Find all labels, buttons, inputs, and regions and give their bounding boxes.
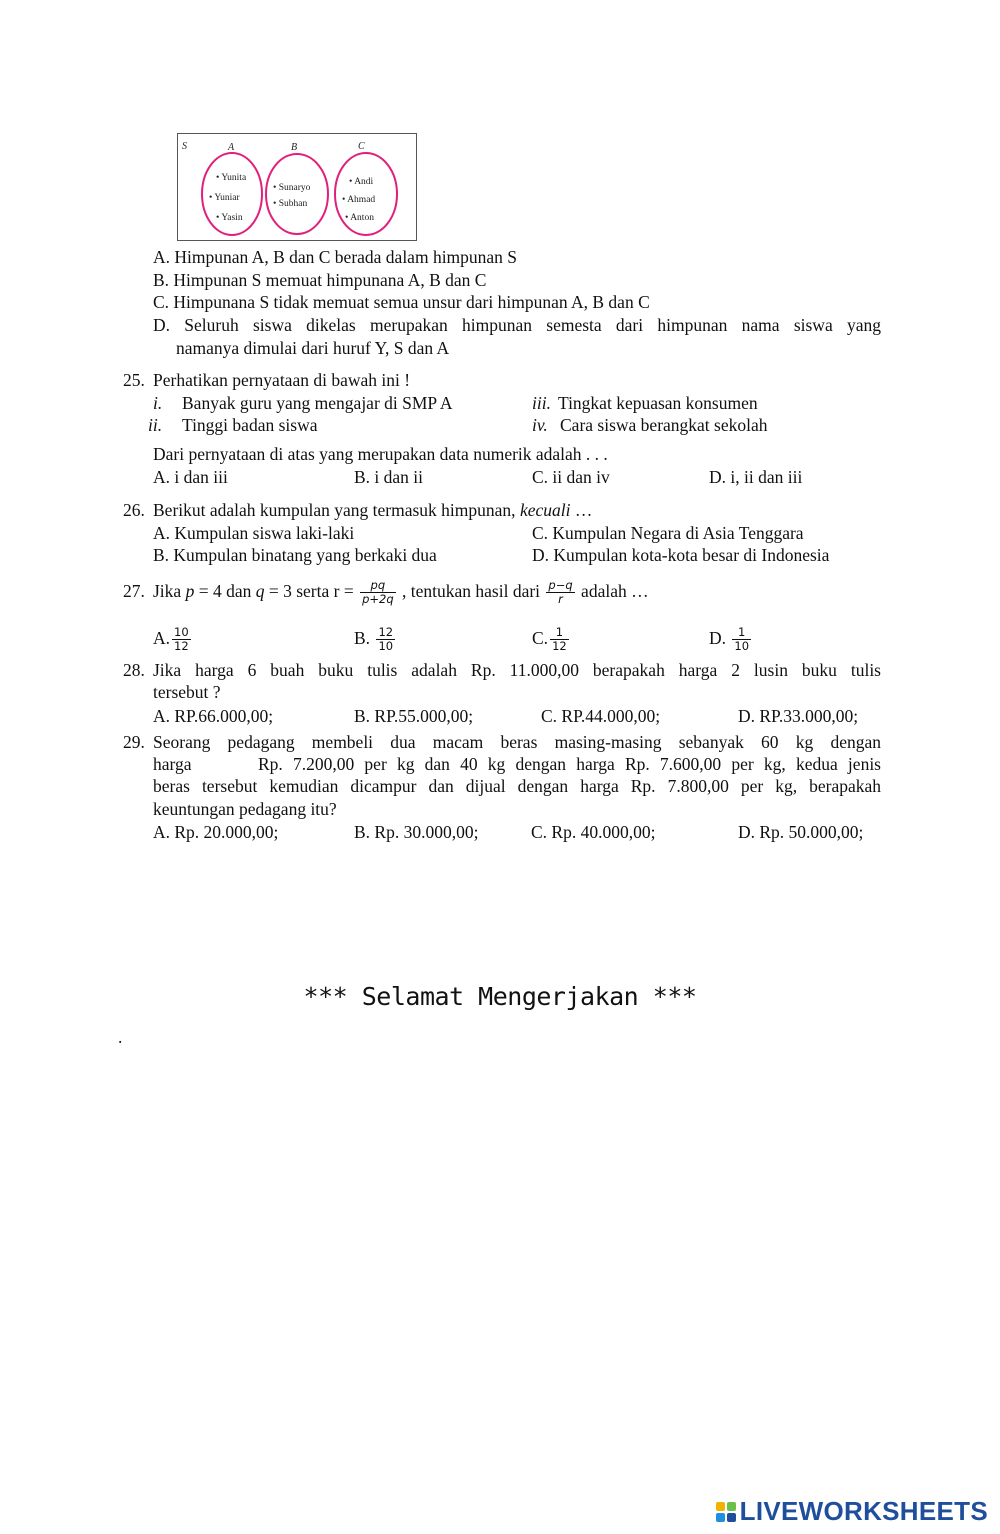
q29-line-1: Seorang pedagang membeli dua macam beras masing-masing sebanyak 60 kg dengan: [153, 732, 881, 752]
member-sunaryo: Sunaryo: [278, 183, 311, 193]
fraction-target: $\frac{p-q}{r}$: [548, 578, 573, 607]
q24-option-d[interactable]: D. Seluruh siswa dikelas merupakan himpunan semesta dari himpunan nama siswa yang: [153, 315, 881, 335]
set-b-label: B: [291, 142, 298, 153]
q26-stem: Berikut adalah kumpulan yang termasuk himpunan, kecuali …: [153, 500, 593, 520]
q28-number: 28.: [123, 660, 145, 680]
member-subhan: Subhan: [278, 199, 308, 209]
liveworksheets-logo[interactable]: [716, 1496, 988, 1527]
q25-stmt-2-num: ii.: [148, 415, 163, 435]
q25-option-c[interactable]: C. ii dan iv: [532, 467, 610, 487]
q25-stmt-1: Banyak guru yang mengajar di SMP A: [182, 393, 453, 413]
stray-dot: .: [118, 1027, 123, 1047]
q25-stmt-4-num: iv.: [532, 415, 548, 435]
q26-option-d[interactable]: D. Kumpulan kota-kota besar di Indonesia: [532, 545, 830, 565]
q24-option-c[interactable]: C. Himpunana S tidak memuat semua unsur dari himpunan A, B dan C: [153, 292, 650, 312]
q25-stem: Perhatikan pernyataan di bawah ini !: [153, 370, 411, 390]
q24-option-a[interactable]: A. Himpunan A, B dan C berada dalam himpunan S: [153, 247, 518, 267]
svg-text:• Subhan: • Subhan: [273, 199, 308, 209]
svg-text:• Yuniar: • Yuniar: [209, 193, 240, 203]
member-andi: Andi: [354, 177, 374, 187]
closing-message: *** Selamat Mengerjakan ***: [303, 982, 697, 1011]
q25-stmt-2: Tinggi badan siswa: [182, 415, 318, 435]
q24-option-b[interactable]: B. Himpunan S memuat himpunana A, B dan C: [153, 270, 487, 290]
svg-text:• Andi: • Andi: [349, 177, 374, 187]
venn-diagram: [177, 133, 417, 241]
venn-svg: [178, 134, 416, 240]
member-anton: Anton: [350, 213, 374, 223]
q25-stmt-3-num: iii.: [532, 393, 551, 413]
member-yunita: Yunita: [221, 173, 247, 183]
fraction-r: $\frac{pq}{p+2q}$: [362, 578, 394, 607]
set-c-label: C: [358, 141, 365, 152]
q26-option-b[interactable]: B. Kumpulan binatang yang berkaki dua: [153, 545, 437, 565]
svg-text:• Yasin: • Yasin: [216, 213, 243, 223]
q27-number: 27.: [123, 581, 145, 601]
logo-square-2: [727, 1502, 736, 1511]
q29-option-a[interactable]: A. Rp. 20.000,00;: [153, 822, 279, 842]
svg-text:• Yunita: • Yunita: [216, 173, 247, 183]
q27-stem: Jika p = 4 dan q = 3 serta r = $\frac{pq}{p+2q}$ , tentukan hasil dari $\frac{p-q}{r}$ adalah …: [153, 578, 649, 607]
q28-option-c[interactable]: C. RP.44.000,00;: [541, 706, 661, 726]
set-a-label: A: [228, 142, 235, 153]
logo-square-1: [716, 1502, 725, 1511]
q28-option-d[interactable]: D. RP.33.000,00;: [738, 706, 859, 726]
q28-line-1: Jika harga 6 buah buku tulis adalah Rp. 11.000,00 berapakah harga 2 lusin buku tulis: [153, 660, 881, 680]
q25-stmt-4: Cara siswa berangkat sekolah: [560, 415, 768, 435]
q27-option-c[interactable]: C. $\frac{1}{12}$: [532, 625, 567, 654]
logo-text: LIVEWORKSHEETS: [739, 1496, 988, 1526]
q28-option-b[interactable]: B. RP.55.000,00;: [354, 706, 474, 726]
q25-option-b[interactable]: B. i dan ii: [354, 467, 424, 487]
q28-option-a[interactable]: A. RP.66.000,00;: [153, 706, 274, 726]
q25-option-d[interactable]: D. i, ii dan iii: [709, 467, 803, 487]
member-yuniar: Yuniar: [214, 193, 240, 203]
svg-text:• Anton: • Anton: [345, 213, 374, 223]
svg-text:• Ahmad: • Ahmad: [342, 195, 376, 205]
q25-option-a[interactable]: A. i dan iii: [153, 467, 228, 487]
q29-option-d[interactable]: D. Rp. 50.000,00;: [738, 822, 864, 842]
q25-stmt-3: Tingkat kepuasan konsumen: [558, 393, 758, 413]
q27-option-b[interactable]: B. $\frac{12}{10}$: [354, 625, 394, 654]
q26-option-c[interactable]: C. Kumpulan Negara di Asia Tenggara: [532, 523, 804, 543]
logo-square-3: [716, 1513, 725, 1522]
set-b-circle: [266, 154, 328, 234]
q29-option-b[interactable]: B. Rp. 30.000,00;: [354, 822, 479, 842]
q25-question: Dari pernyataan di atas yang merupakan data numerik adalah . . .: [153, 444, 608, 464]
q26-number: 26.: [123, 500, 145, 520]
q26-option-a[interactable]: A. Kumpulan siswa laki-laki: [153, 523, 355, 543]
q29-line-4: keuntungan pedagang itu?: [153, 799, 337, 819]
q29-option-c[interactable]: C. Rp. 40.000,00;: [531, 822, 656, 842]
q27-option-a[interactable]: A. $\frac{10}{12}$: [153, 625, 189, 654]
logo-mark-icon: [716, 1502, 736, 1522]
q27-option-d[interactable]: D. $\frac{1}{10}$: [709, 625, 750, 654]
member-yasin: Yasin: [221, 213, 243, 223]
member-ahmad: Ahmad: [347, 195, 376, 205]
q29-line-2a: harga: [153, 754, 192, 774]
q28-line-2: tersebut ?: [153, 682, 221, 702]
q25-number: 25.: [123, 370, 145, 390]
svg-text:• Sunaryo: • Sunaryo: [273, 183, 311, 193]
q25-stmt-1-num: i.: [153, 393, 163, 413]
logo-square-4: [727, 1513, 736, 1522]
q29-line-3: beras tersebut kemudian dicampur dan dijual dengan harga Rp. 7.800,00 per kg, berapakah: [153, 776, 881, 796]
q24-option-d-cont: namanya dimulai dari huruf Y, S dan A: [176, 338, 450, 358]
q29-line-2b: Rp. 7.200,00 per kg dan 40 kg dengan harga Rp. 7.600,00 per kg, kedua jenis: [258, 754, 881, 774]
universe-label: S: [182, 141, 187, 152]
q29-number: 29.: [123, 732, 145, 752]
